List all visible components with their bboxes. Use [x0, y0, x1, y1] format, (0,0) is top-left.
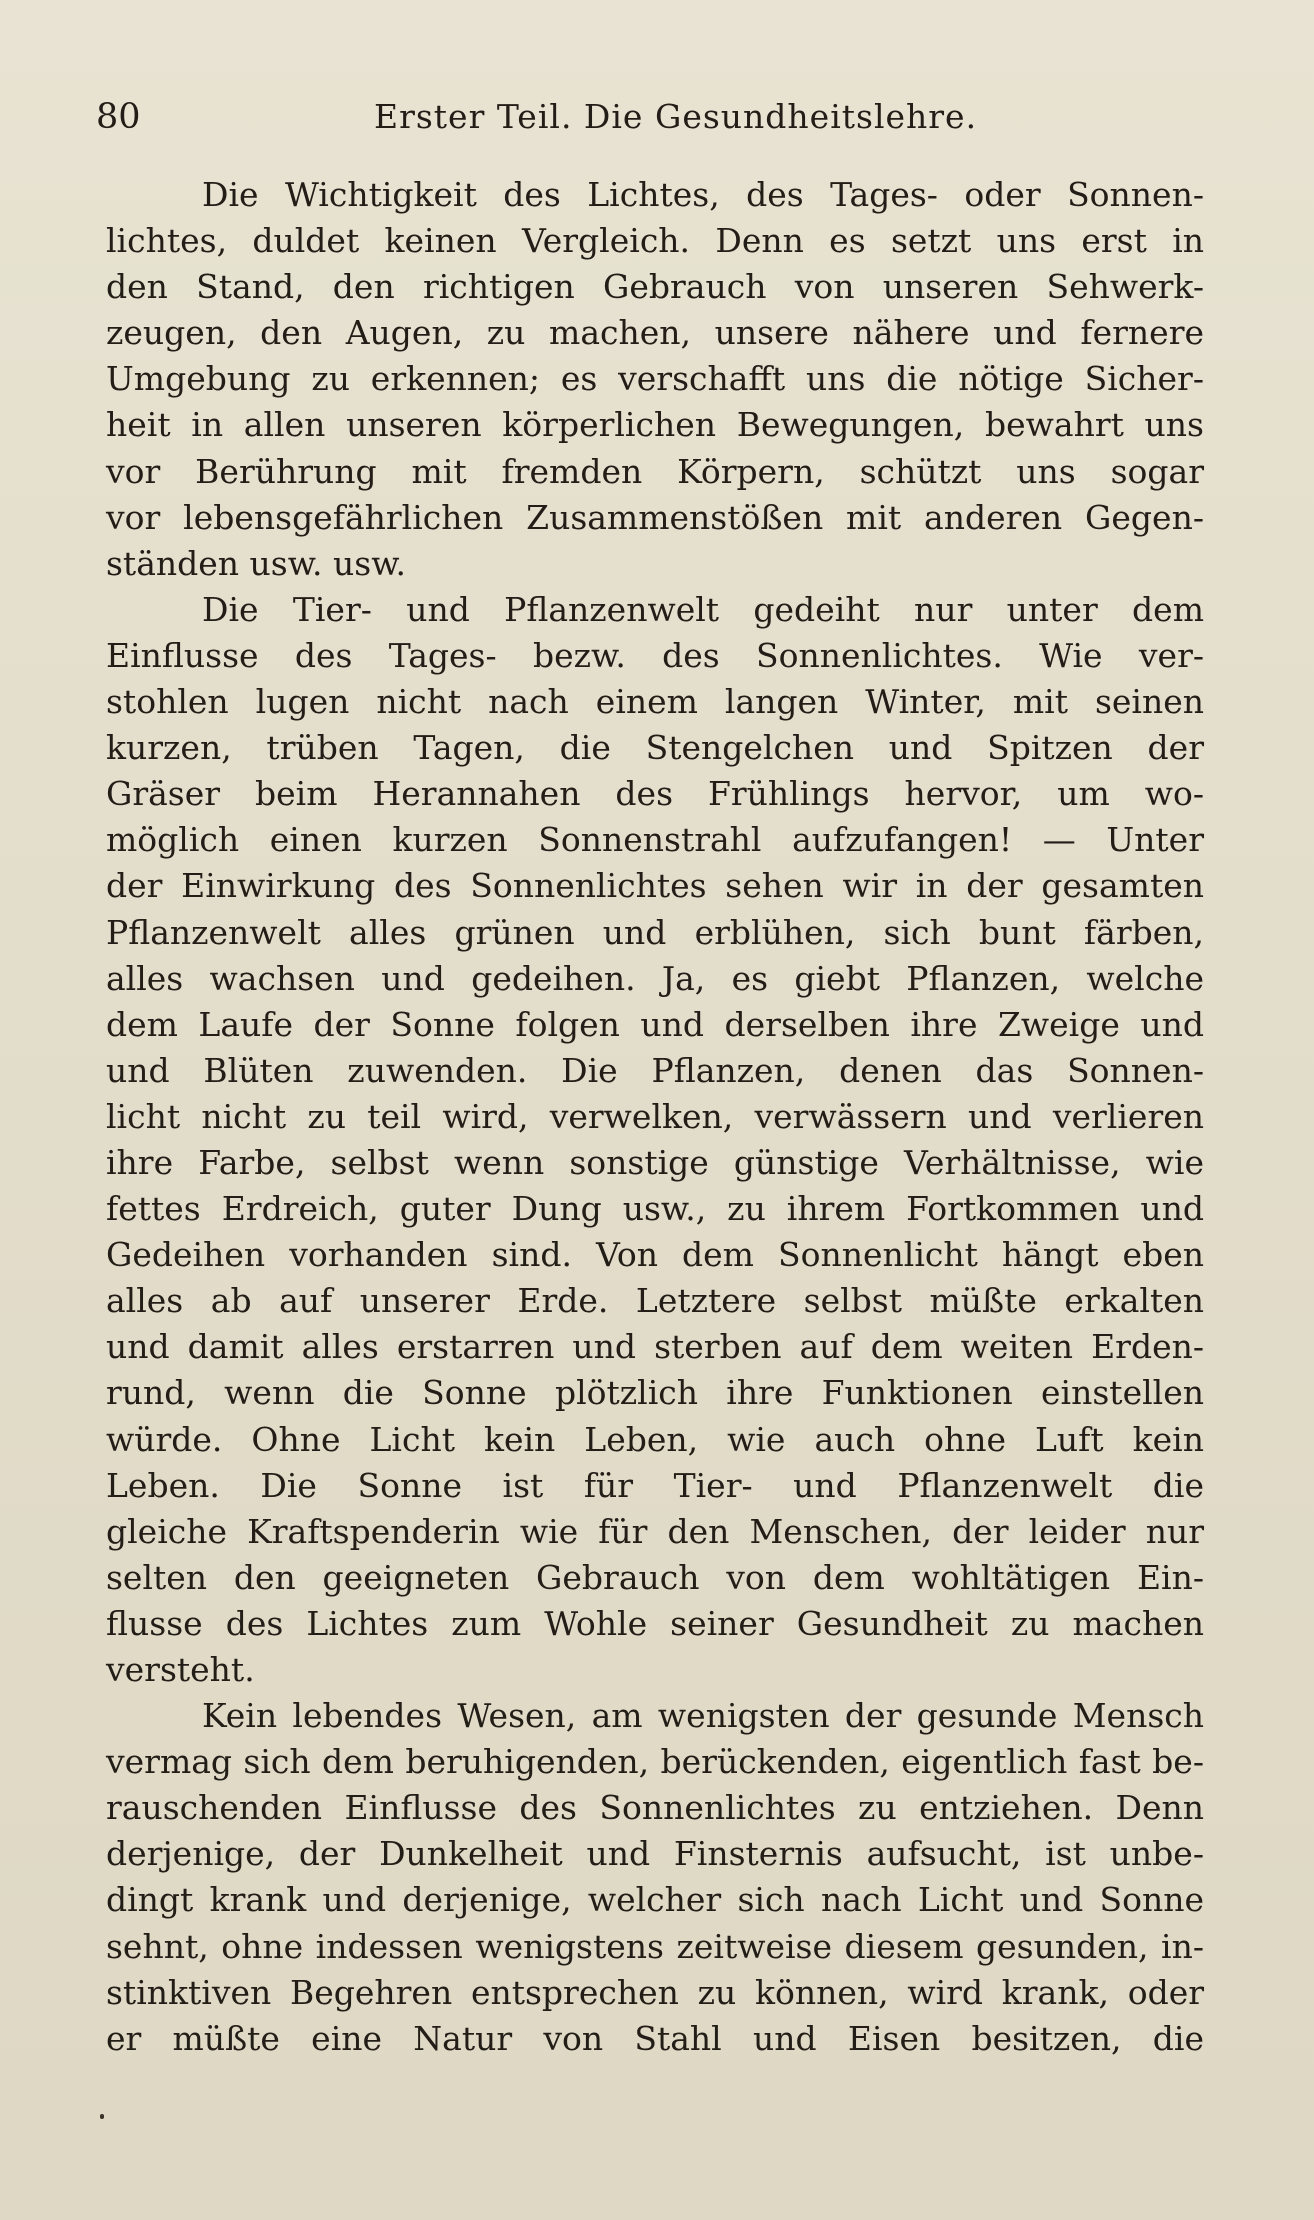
text-line: würde. Ohne Licht kein Leben, wie auch ohne Luft kein: [106, 1419, 1204, 1459]
text-line: den Stand, den richtigen Gebrauch von unseren Sehwerk-: [106, 267, 1204, 307]
text-line: stohlen lugen nicht nach einem langen Winter, mit seinen: [106, 682, 1204, 722]
page-header: [96, 92, 1224, 142]
text-line: heit in allen unseren körperlichen Bewegungen, bewahrt uns: [106, 405, 1204, 445]
text-line: Pflanzenwelt alles grünen und erblühen, sich bunt färben,: [106, 912, 1204, 952]
text-line: sehnt, ohne indessen wenigstens zeitweise diesem gesunden, in-: [106, 1926, 1204, 1966]
text-line: fettes Erdreich, guter Dung usw., zu ihrem Fortkommen und: [106, 1189, 1204, 1229]
page-number: 80: [96, 97, 141, 137]
text-line: möglich einen kurzen Sonnenstrahl aufzufangen! — Unter: [106, 820, 1204, 860]
text-line: dingt krank und derjenige, welcher sich nach Licht und Sonne: [106, 1880, 1204, 1920]
text-line: Leben. Die Sonne ist für Tier- und Pflanzenwelt die: [106, 1465, 1204, 1505]
text-line: er müßte eine Natur von Stahl und Eisen besitzen, die: [106, 2018, 1204, 2058]
text-line: lichtes, duldet keinen Vergleich. Denn es setzt uns erst in: [106, 221, 1204, 261]
text-line: alles wachsen und gedeihen. Ja, es giebt Pflanzen, welche: [106, 958, 1204, 998]
text-line: kurzen, trüben Tagen, die Stengelchen und Spitzen der: [106, 728, 1204, 768]
text-line: gleiche Kraftspenderin wie für den Menschen, der leider nur: [106, 1511, 1204, 1551]
paragraph-human-need-for-light: [106, 1693, 1204, 2062]
text-line: Einflusse des Tages- bezw. des Sonnenlichtes. Wie ver-: [106, 635, 1204, 675]
text-line: versteht.: [106, 1650, 255, 1689]
text-line: der Einwirkung des Sonnenlichtes sehen wir in der gesamten: [106, 866, 1204, 906]
running-title: Erster Teil. Die Gesundheitslehre.: [374, 97, 978, 136]
text-line: flusse des Lichtes zum Wohle seiner Gesundheit zu machen: [106, 1603, 1204, 1643]
text-line: Kein lebendes Wesen, am wenigsten der gesunde Mensch: [202, 1696, 1204, 1736]
text-line: Die Wichtigkeit des Lichtes, des Tages- oder Sonnen-: [202, 175, 1204, 214]
text-line: dem Laufe der Sonne folgen und derselben ihre Zweige und: [106, 1004, 1204, 1044]
text-line: derjenige, der Dunkelheit und Finsternis aufsucht, ist unbe-: [106, 1834, 1204, 1874]
text-line: Gräser beim Herannahen des Frühlings hervor, um wo-: [106, 774, 1204, 814]
text-line: Umgebung zu erkennen; es verschafft uns die nötige Sicher-: [106, 359, 1204, 399]
text-line: ständen usw. usw.: [106, 543, 407, 583]
paragraph-light-importance: [106, 172, 1204, 587]
text-line: rauschenden Einflusse des Sonnenlichtes zu entziehen. Denn: [106, 1788, 1204, 1828]
text-line: Die Tier- und Pflanzenwelt gedeiht nur unter dem: [202, 589, 1204, 629]
text-line: ihre Farbe, selbst wenn sonstige günstige Verhältnisse, wie: [106, 1142, 1204, 1182]
text-line: vor Berührung mit fremden Körpern, schützt uns sogar: [106, 451, 1204, 491]
body-text: [106, 172, 1204, 2062]
text-line: und damit alles erstarren und sterben auf dem weiten Erden-: [106, 1327, 1204, 1367]
text-line: vermag sich dem beruhigenden, berückenden, eigentlich fast be-: [106, 1742, 1204, 1782]
text-line: Gedeihen vorhanden sind. Von dem Sonnenlicht hängt eben: [106, 1235, 1204, 1275]
text-line: alles ab auf unserer Erde. Letztere selbst müßte erkalten: [106, 1281, 1204, 1321]
text-line: vor lebensgefährlichen Zusammenstößen mit anderen Gegen-: [106, 497, 1204, 537]
text-line: und Blüten zuwenden. Die Pflanzen, denen das Sonnen-: [106, 1050, 1204, 1090]
ink-speck: [100, 2114, 104, 2119]
text-line: selten den geeigneten Gebrauch von dem wohltätigen Ein-: [106, 1557, 1204, 1597]
text-line: stinktiven Begehren entsprechen zu können, wird krank, oder: [106, 1972, 1204, 2012]
text-line: zeugen, den Augen, zu machen, unsere nähere und fernere: [106, 313, 1204, 353]
paragraph-plants-and-animals: [106, 587, 1204, 1693]
text-line: licht nicht zu teil wird, verwelken, verwässern und verlieren: [106, 1096, 1204, 1136]
text-line: rund, wenn die Sonne plötzlich ihre Funktionen einstellen: [106, 1373, 1204, 1413]
